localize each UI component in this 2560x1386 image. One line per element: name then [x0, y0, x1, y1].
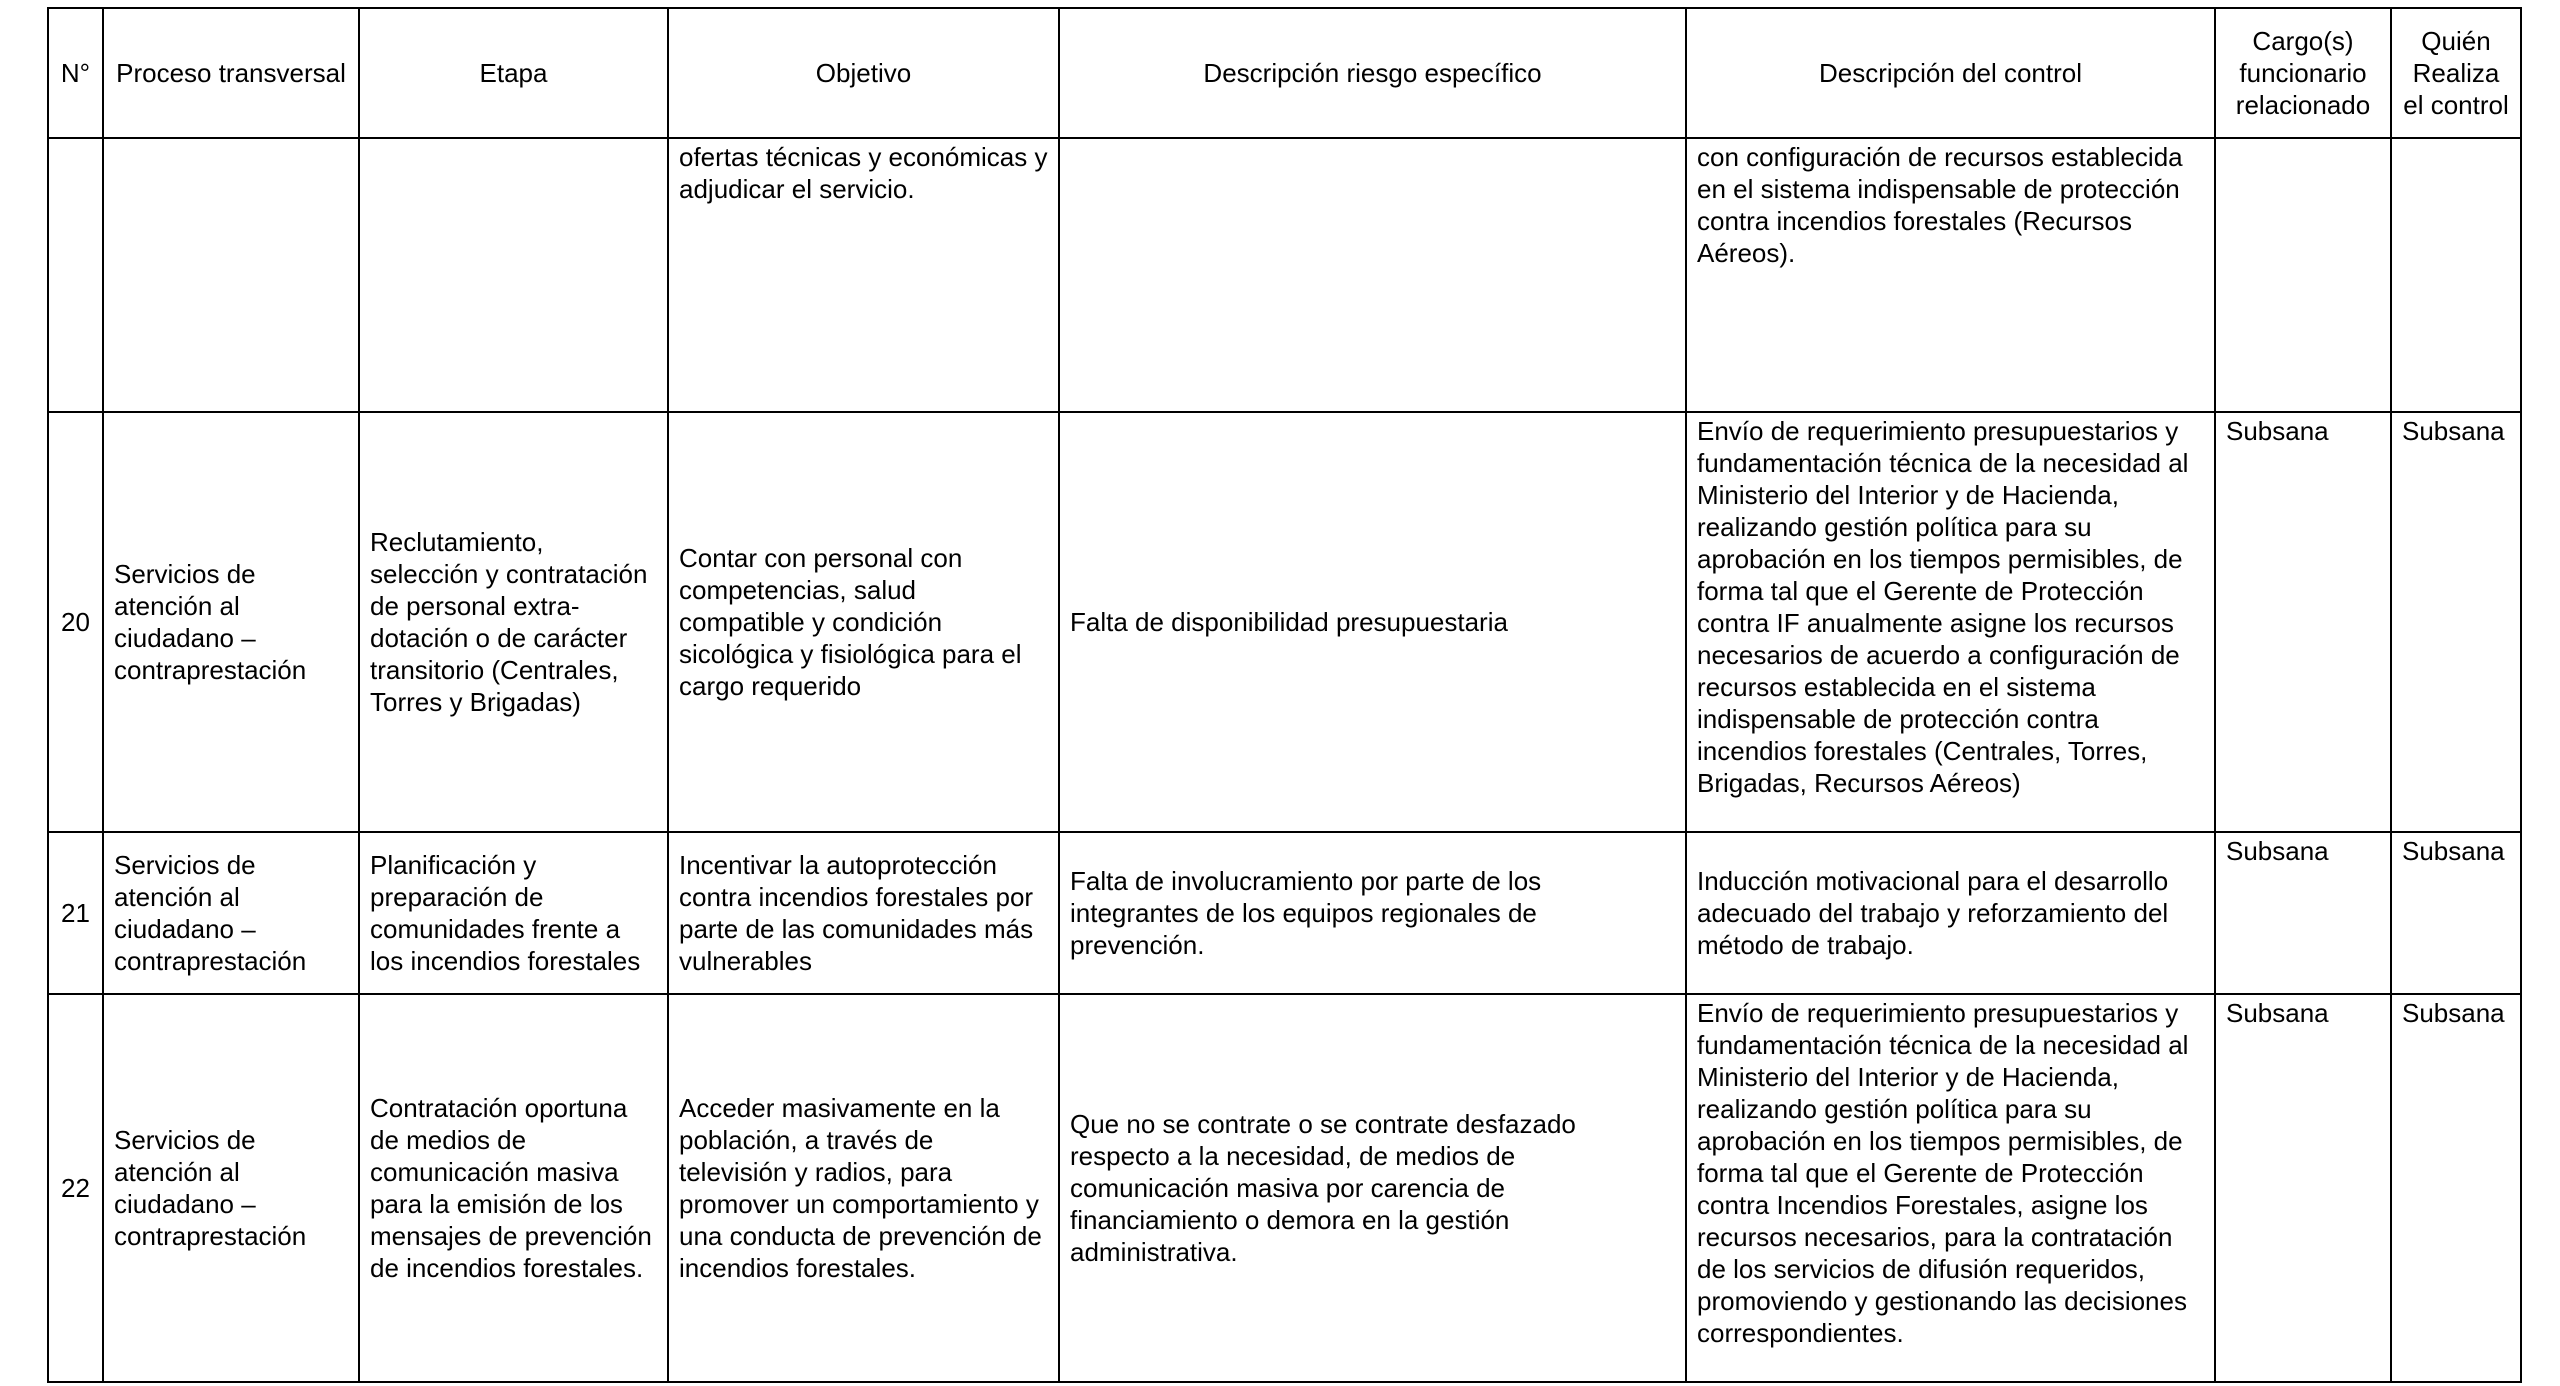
header-row [48, 8, 2521, 138]
cell-control: Inducción motivacional para el desarrollo adecuado del trabajo y reforzamiento del método de trabajo. [1686, 832, 2215, 994]
cell-riesgo [1059, 138, 1686, 412]
cell-proceso: Servicios de atención al ciudadano – contraprestación [103, 994, 359, 1382]
cell-riesgo: Falta de disponibilidad presupuestaria [1059, 412, 1686, 832]
table-row [48, 994, 2521, 1382]
header-quien: Quién Realiza el control [2391, 8, 2521, 138]
cell-etapa: Reclutamiento, selección y contratación de personal extra-dotación o de carácter transitorio (Centrales, Torres y Brigadas) [359, 412, 668, 832]
cell-quien: Subsana [2391, 994, 2521, 1382]
header-riesgo: Descripción riesgo específico [1059, 8, 1686, 138]
cell-objetivo: ofertas técnicas y económicas y adjudicar el servicio. [668, 138, 1059, 412]
cell-cargo: Subsana [2215, 412, 2391, 832]
cell-cargo: Subsana [2215, 832, 2391, 994]
cell-num [48, 138, 103, 412]
header-num: N° [48, 8, 103, 138]
cell-control: Envío de requerimiento presupuestarios y fundamentación técnica de la necesidad al Ministerio del Interior y de Hacienda, realizando gestión política para su aprobación en los tiempos permisibles, de forma tal que el Gerente de Protección contra IF anualmente asigne los recursos necesarios de acuerdo a configuración de recursos establecida en el sistema indispensable de protección contra incendios forestales (Centrales, Torres, Brigadas, Recursos Aéreos) [1686, 412, 2215, 832]
cell-etapa: Planificación y preparación de comunidades frente a los incendios forestales [359, 832, 668, 994]
header-proceso: Proceso transversal [103, 8, 359, 138]
cell-etapa: Contratación oportuna de medios de comunicación masiva para la emisión de los mensajes de prevención de incendios forestales. [359, 994, 668, 1382]
cell-control: con configuración de recursos establecida en el sistema indispensable de protección contra incendios forestales (Recursos Aéreos). [1686, 138, 2215, 412]
cell-num: 22 [48, 994, 103, 1382]
header-cargo: Cargo(s) funcionario relacionado [2215, 8, 2391, 138]
table-row [48, 832, 2521, 994]
cell-riesgo: Que no se contrate o se contrate desfazado respecto a la necesidad, de medios de comunicación masiva por carencia de financiamiento o demora en la gestión administrativa. [1059, 994, 1686, 1382]
cell-quien: Subsana [2391, 412, 2521, 832]
cell-objetivo: Acceder masivamente en la población, a través de televisión y radios, para promover un comportamiento y una conducta de prevención de incendios forestales. [668, 994, 1059, 1382]
cell-etapa [359, 138, 668, 412]
table-row [48, 138, 2521, 412]
cell-cargo [2215, 138, 2391, 412]
cell-cargo: Subsana [2215, 994, 2391, 1382]
risk-control-table [47, 7, 2522, 1383]
cell-objetivo: Incentivar la autoprotección contra incendios forestales por parte de las comunidades más vulnerables [668, 832, 1059, 994]
cell-riesgo: Falta de involucramiento por parte de los integrantes de los equipos regionales de prevención. [1059, 832, 1686, 994]
risk-control-table-wrapper [47, 7, 2522, 1383]
cell-quien: Subsana [2391, 832, 2521, 994]
table-row [48, 412, 2521, 832]
cell-objetivo: Contar con personal con competencias, salud compatible y condición sicológica y fisiológica para el cargo requerido [668, 412, 1059, 832]
cell-control: Envío de requerimiento presupuestarios y fundamentación técnica de la necesidad al Ministerio del Interior y de Hacienda, realizando gestión política para su aprobación en los tiempos permisibles, de forma tal que el Gerente de Protección contra Incendios Forestales, asigne los recursos necesarios, para la contratación de los servicios de difusión requeridos, promoviendo y gestionando las decisiones correspondientes. [1686, 994, 2215, 1382]
cell-proceso: Servicios de atención al ciudadano – contraprestación [103, 832, 359, 994]
header-control: Descripción del control [1686, 8, 2215, 138]
header-etapa: Etapa [359, 8, 668, 138]
cell-num: 21 [48, 832, 103, 994]
cell-num: 20 [48, 412, 103, 832]
cell-proceso [103, 138, 359, 412]
header-objetivo: Objetivo [668, 8, 1059, 138]
cell-quien [2391, 138, 2521, 412]
cell-proceso: Servicios de atención al ciudadano – contraprestación [103, 412, 359, 832]
